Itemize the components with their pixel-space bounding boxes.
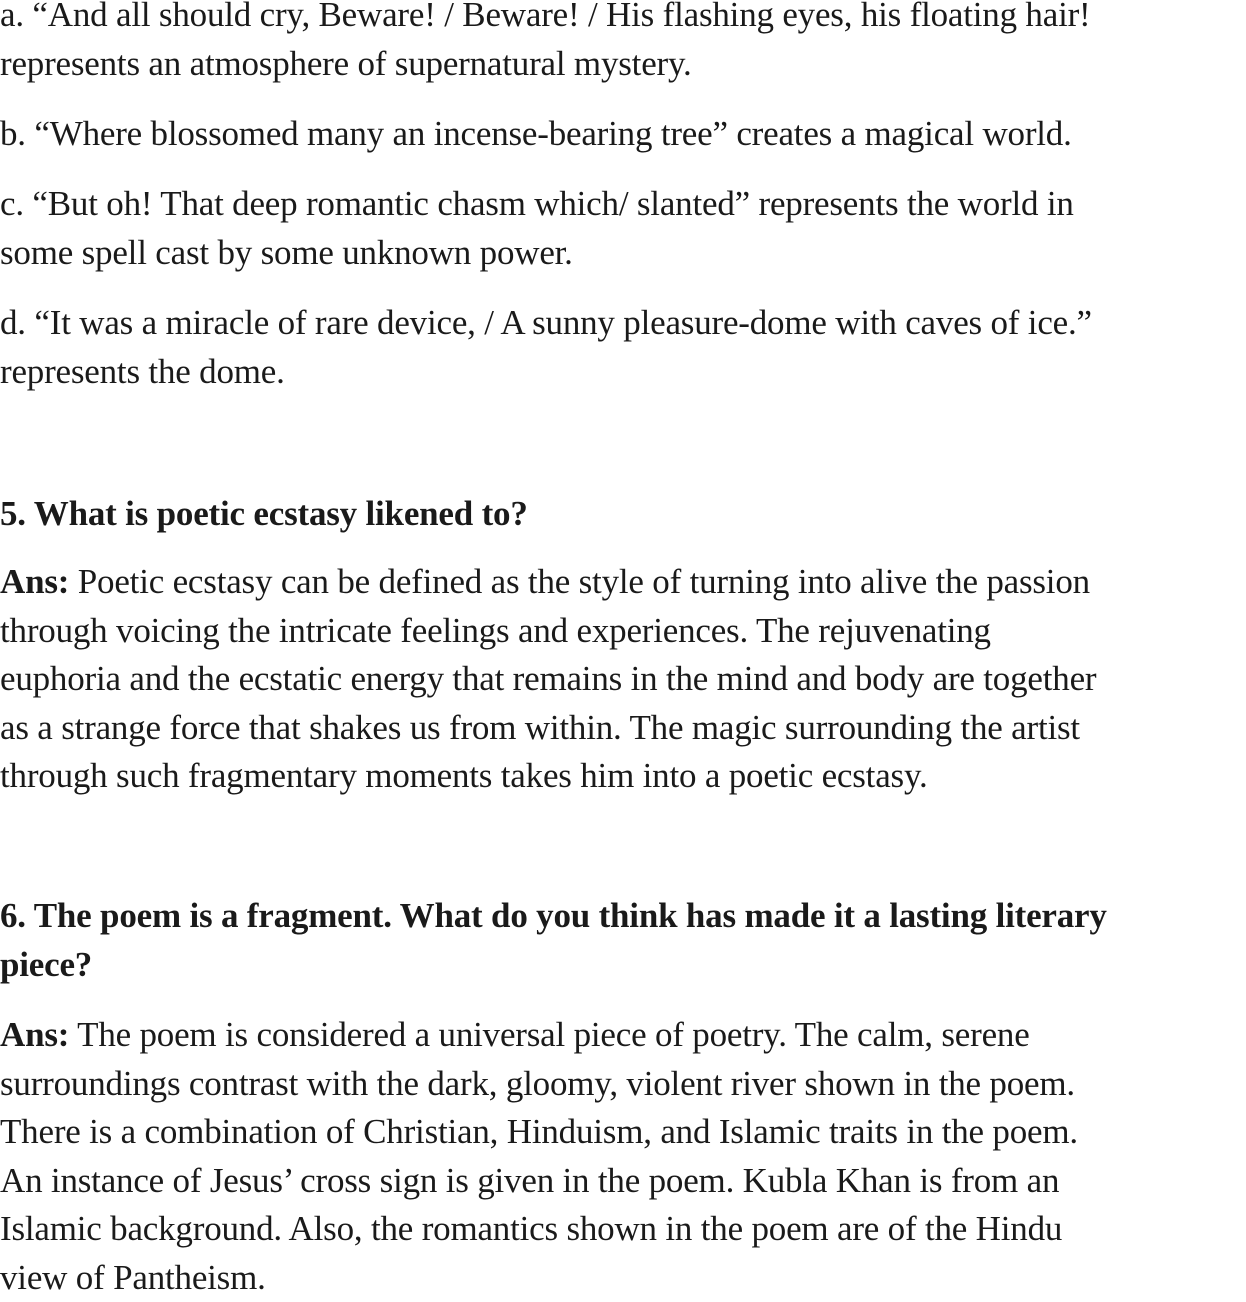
option-c-line-2: some spell cast by some unknown power. xyxy=(0,229,1246,278)
answer-6-line-4: An instance of Jesus’ cross sign is given in the poem. Kubla Khan is from an xyxy=(0,1157,1246,1206)
option-c-line-1: c. “But oh! That deep romantic chasm which/ slanted” represents the world in xyxy=(0,180,1246,229)
option-b-line-1: b. “Where blossomed many an incense-bearing tree” creates a magical world. xyxy=(0,110,1246,159)
question-6-line-2: piece? xyxy=(0,941,1246,990)
answer-6-line-6: view of Pantheism. xyxy=(0,1254,1246,1302)
option-d-line-2: represents the dome. xyxy=(0,348,1246,397)
answer-6-label: Ans: xyxy=(0,1015,69,1054)
question-6-heading xyxy=(0,892,1246,989)
answer-6-line-1 xyxy=(0,1011,1246,1060)
option-a xyxy=(0,0,1246,88)
answer-5-line-4: as a strange force that shakes us from within. The magic surrounding the artist xyxy=(0,704,1246,753)
answer-6-line-1-text: The poem is considered a universal piece of poetry. The calm, serene xyxy=(69,1015,1029,1054)
answer-6 xyxy=(0,1011,1246,1302)
answer-5-label: Ans: xyxy=(0,562,69,601)
option-a-line-2: represents an atmosphere of supernatural mystery. xyxy=(0,40,1246,89)
answer-6-line-5: Islamic background. Also, the romantics shown in the poem are of the Hindu xyxy=(0,1205,1246,1254)
answer-5-line-1 xyxy=(0,558,1246,607)
option-a-line-1: a. “And all should cry, Beware! / Beware! / His flashing eyes, his floating hair! xyxy=(0,0,1246,40)
question-6-line-1: 6. The poem is a fragment. What do you think has made it a lasting literary xyxy=(0,892,1246,941)
answer-5-line-1-text: Poetic ecstasy can be defined as the style of turning into alive the passion xyxy=(69,562,1090,601)
option-d xyxy=(0,299,1246,396)
answer-6-line-3: There is a combination of Christian, Hinduism, and Islamic traits in the poem. xyxy=(0,1108,1246,1157)
option-d-line-1: d. “It was a miracle of rare device, / A sunny pleasure-dome with caves of ice.” xyxy=(0,299,1246,348)
answer-6-line-2: surroundings contrast with the dark, gloomy, violent river shown in the poem. xyxy=(0,1060,1246,1109)
answer-5-line-5: through such fragmentary moments takes him into a poetic ecstasy. xyxy=(0,752,1246,801)
answer-5 xyxy=(0,558,1246,801)
option-c xyxy=(0,180,1246,277)
answer-5-line-2: through voicing the intricate feelings and experiences. The rejuvenating xyxy=(0,607,1246,656)
answer-5-line-3: euphoria and the ecstatic energy that remains in the mind and body are together xyxy=(0,655,1246,704)
option-b xyxy=(0,110,1246,159)
question-5-heading: 5. What is poetic ecstasy likened to? xyxy=(0,490,1246,539)
